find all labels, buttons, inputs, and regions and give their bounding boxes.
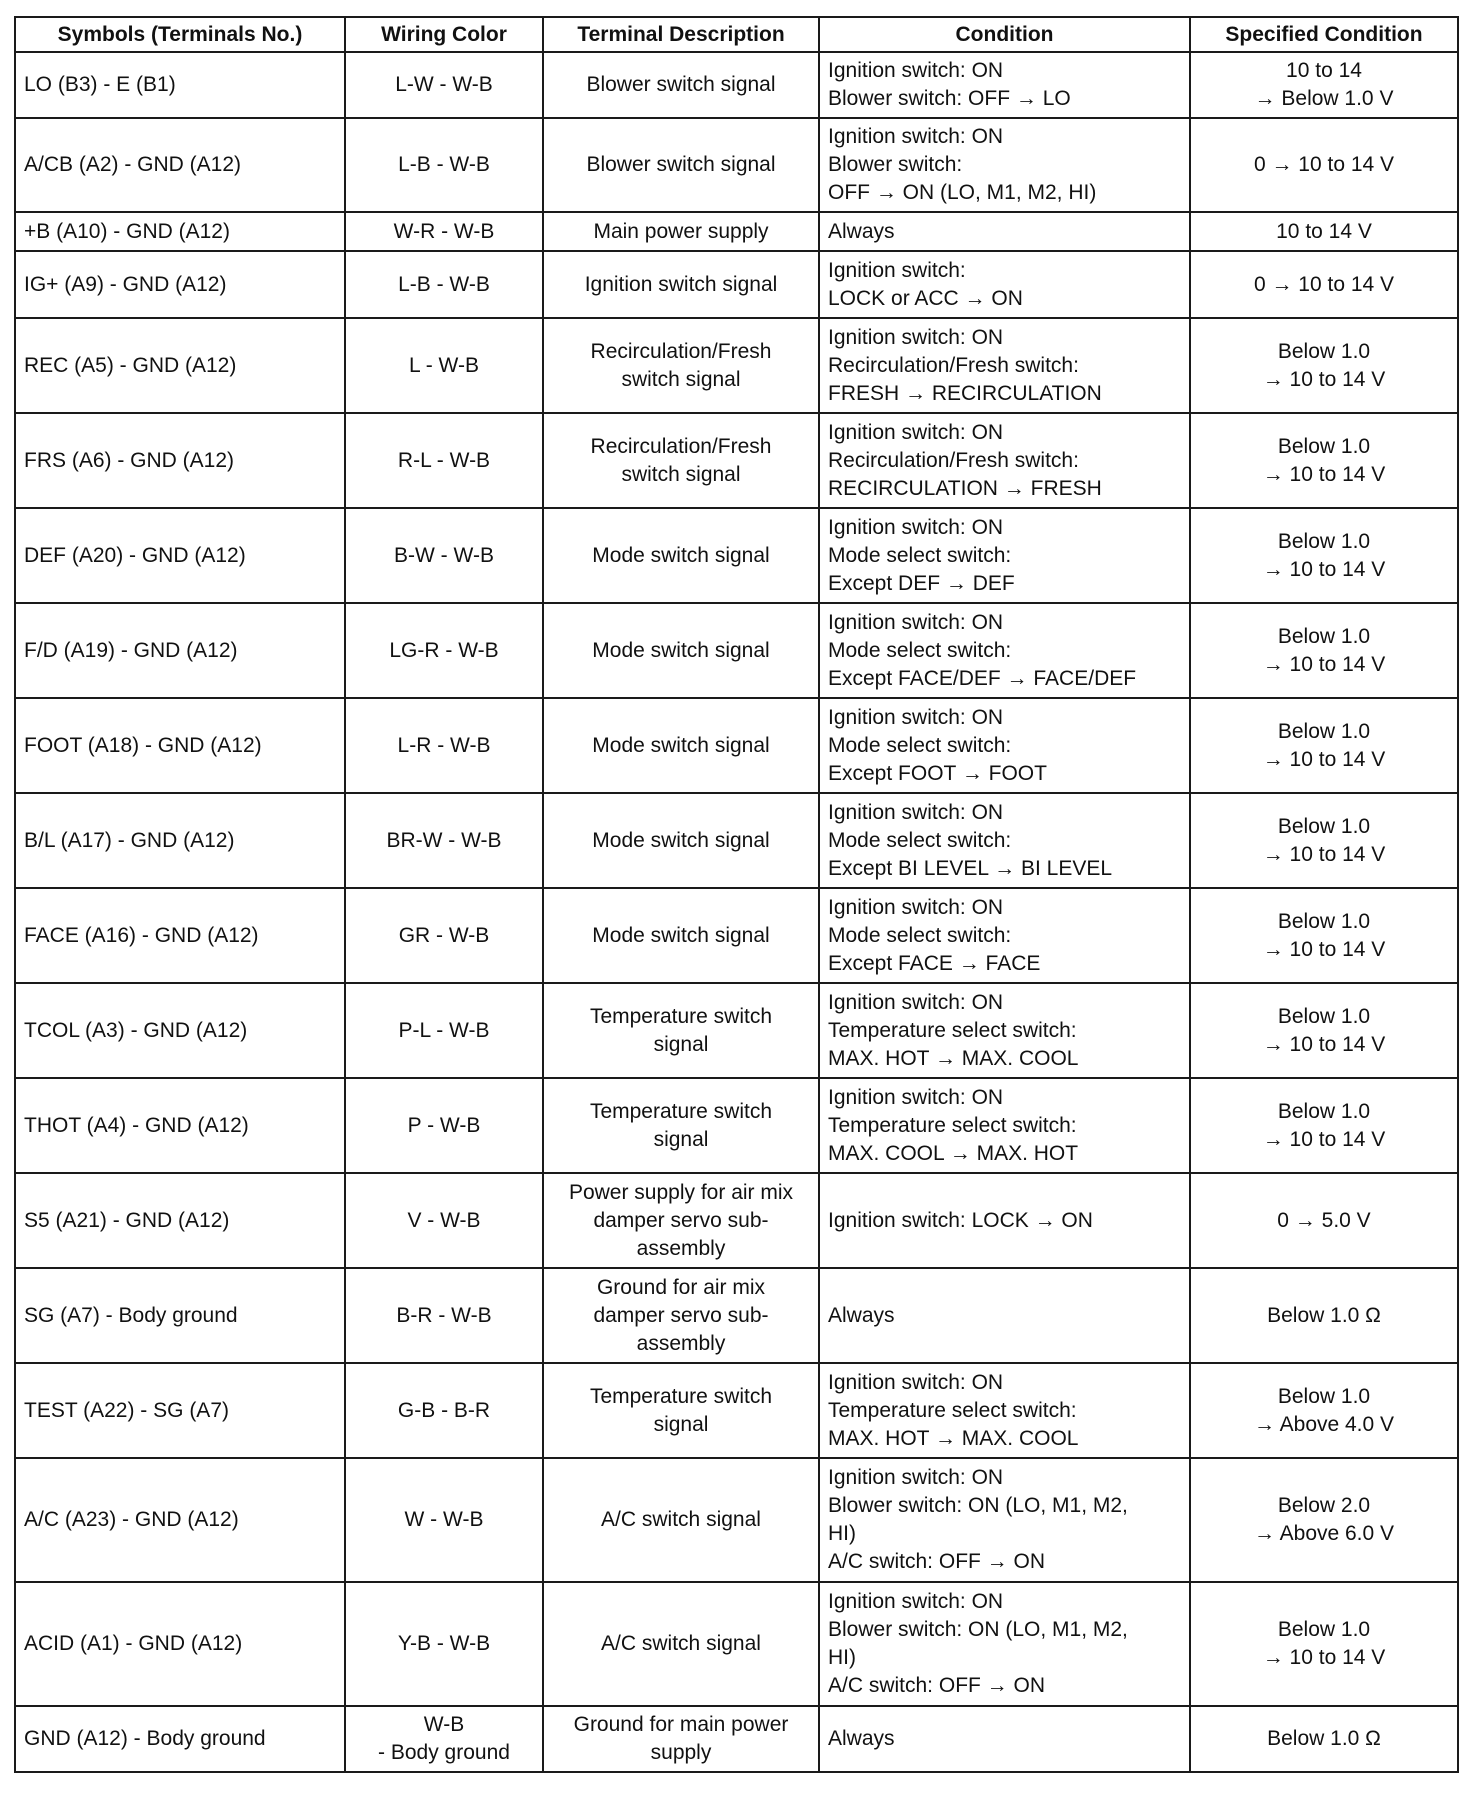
cell-specified: Below 1.0 → 10 to 14 V — [1190, 698, 1458, 793]
table-row — [15, 508, 1458, 603]
cell-symbol: IG+ (A9) - GND (A12) — [15, 251, 345, 318]
terminal-spec-table — [14, 16, 1459, 1773]
cell-specified: Below 1.0 → 10 to 14 V — [1190, 603, 1458, 698]
cell-condition: Ignition switch: ON Blower switch: OFF → ON (LO, M1, M2, HI) — [819, 118, 1190, 212]
cell-description: Temperature switch signal — [543, 983, 819, 1078]
cell-symbol: F/D (A19) - GND (A12) — [15, 603, 345, 698]
table-row — [15, 1582, 1458, 1706]
cell-symbol: A/C (A23) - GND (A12) — [15, 1458, 345, 1582]
cell-specified: Below 1.0 → 10 to 14 V — [1190, 318, 1458, 413]
cell-symbol: S5 (A21) - GND (A12) — [15, 1173, 345, 1268]
cell-specified: Below 1.0 → 10 to 14 V — [1190, 413, 1458, 508]
table-row — [15, 603, 1458, 698]
cell-wiring-color: R-L - W-B — [345, 413, 543, 508]
table-row — [15, 888, 1458, 983]
cell-specified: Below 1.0 Ω — [1190, 1268, 1458, 1363]
cell-symbol: +B (A10) - GND (A12) — [15, 212, 345, 251]
cell-wiring-color: L-R - W-B — [345, 698, 543, 793]
cell-wiring-color: B-W - W-B — [345, 508, 543, 603]
cell-condition: Ignition switch: ON Mode select switch: Except FACE → FACE — [819, 888, 1190, 983]
cell-symbol: FOOT (A18) - GND (A12) — [15, 698, 345, 793]
table-row — [15, 983, 1458, 1078]
cell-symbol: A/CB (A2) - GND (A12) — [15, 118, 345, 212]
cell-description: Recirculation/Fresh switch signal — [543, 413, 819, 508]
header-symbols: Symbols (Terminals No.) — [15, 17, 345, 52]
cell-wiring-color: B-R - W-B — [345, 1268, 543, 1363]
table-row — [15, 318, 1458, 413]
cell-condition: Always — [819, 1268, 1190, 1363]
cell-condition: Ignition switch: LOCK or ACC → ON — [819, 251, 1190, 318]
cell-condition: Ignition switch: ON Temperature select switch: MAX. COOL → MAX. HOT — [819, 1078, 1190, 1173]
table-row — [15, 413, 1458, 508]
cell-description: Temperature switch signal — [543, 1363, 819, 1458]
cell-wiring-color: L-B - W-B — [345, 118, 543, 212]
cell-specified: Below 1.0 → 10 to 14 V — [1190, 508, 1458, 603]
cell-specified: 10 to 14 → Below 1.0 V — [1190, 52, 1458, 118]
cell-description: A/C switch signal — [543, 1458, 819, 1582]
cell-condition: Ignition switch: ON Blower switch: ON (LO, M1, M2, HI) A/C switch: OFF → ON — [819, 1582, 1190, 1706]
cell-specified: Below 1.0 → 10 to 14 V — [1190, 1582, 1458, 1706]
table-row — [15, 1078, 1458, 1173]
cell-specified: 0 → 10 to 14 V — [1190, 118, 1458, 212]
cell-symbol: THOT (A4) - GND (A12) — [15, 1078, 345, 1173]
cell-description: Blower switch signal — [543, 52, 819, 118]
cell-description: Recirculation/Fresh switch signal — [543, 318, 819, 413]
cell-specified: 0 → 10 to 14 V — [1190, 251, 1458, 318]
cell-description: Ground for main power supply — [543, 1706, 819, 1772]
cell-condition: Ignition switch: ON Blower switch: ON (LO, M1, M2, HI) A/C switch: OFF → ON — [819, 1458, 1190, 1582]
cell-wiring-color: W-B - Body ground — [345, 1706, 543, 1772]
table-row — [15, 118, 1458, 212]
cell-wiring-color: W-R - W-B — [345, 212, 543, 251]
table-row — [15, 793, 1458, 888]
cell-condition: Always — [819, 1706, 1190, 1772]
cell-specified: 10 to 14 V — [1190, 212, 1458, 251]
cell-description: Ground for air mix damper servo sub- assembly — [543, 1268, 819, 1363]
cell-condition: Ignition switch: ON Mode select switch: Except BI LEVEL → BI LEVEL — [819, 793, 1190, 888]
cell-symbol: FRS (A6) - GND (A12) — [15, 413, 345, 508]
cell-wiring-color: LG-R - W-B — [345, 603, 543, 698]
cell-symbol: B/L (A17) - GND (A12) — [15, 793, 345, 888]
cell-wiring-color: V - W-B — [345, 1173, 543, 1268]
table-row — [15, 52, 1458, 118]
cell-condition: Ignition switch: ON Recirculation/Fresh switch: FRESH → RECIRCULATION — [819, 318, 1190, 413]
cell-symbol: GND (A12) - Body ground — [15, 1706, 345, 1772]
cell-wiring-color: L-B - W-B — [345, 251, 543, 318]
cell-symbol: REC (A5) - GND (A12) — [15, 318, 345, 413]
cell-specified: Below 1.0 → 10 to 14 V — [1190, 1078, 1458, 1173]
cell-symbol: ACID (A1) - GND (A12) — [15, 1582, 345, 1706]
cell-specified: Below 1.0 → 10 to 14 V — [1190, 793, 1458, 888]
cell-wiring-color: L-W - W-B — [345, 52, 543, 118]
table-row — [15, 212, 1458, 251]
cell-description: Temperature switch signal — [543, 1078, 819, 1173]
cell-specified: Below 2.0 → Above 6.0 V — [1190, 1458, 1458, 1582]
cell-symbol: SG (A7) - Body ground — [15, 1268, 345, 1363]
cell-description: Mode switch signal — [543, 508, 819, 603]
header-row — [15, 17, 1458, 52]
cell-symbol: FACE (A16) - GND (A12) — [15, 888, 345, 983]
cell-condition: Ignition switch: LOCK → ON — [819, 1173, 1190, 1268]
table-row — [15, 251, 1458, 318]
cell-description: Power supply for air mix damper servo sub- assembly — [543, 1173, 819, 1268]
table-row — [15, 698, 1458, 793]
cell-description: Mode switch signal — [543, 603, 819, 698]
cell-wiring-color: Y-B - W-B — [345, 1582, 543, 1706]
cell-description: Mode switch signal — [543, 793, 819, 888]
cell-wiring-color: P-L - W-B — [345, 983, 543, 1078]
cell-condition: Ignition switch: ON Recirculation/Fresh switch: RECIRCULATION → FRESH — [819, 413, 1190, 508]
cell-wiring-color: W - W-B — [345, 1458, 543, 1582]
cell-specified: 0 → 5.0 V — [1190, 1173, 1458, 1268]
table-row — [15, 1363, 1458, 1458]
cell-specified: Below 1.0 Ω — [1190, 1706, 1458, 1772]
cell-wiring-color: GR - W-B — [345, 888, 543, 983]
cell-description: Mode switch signal — [543, 888, 819, 983]
header-terminal-description: Terminal Description — [543, 17, 819, 52]
cell-wiring-color: G-B - B-R — [345, 1363, 543, 1458]
table-row — [15, 1173, 1458, 1268]
cell-specified: Below 1.0 → 10 to 14 V — [1190, 888, 1458, 983]
cell-condition: Ignition switch: ON Blower switch: OFF → LO — [819, 52, 1190, 118]
cell-specified: Below 1.0 → Above 4.0 V — [1190, 1363, 1458, 1458]
header-condition: Condition — [819, 17, 1190, 52]
cell-condition: Ignition switch: ON Mode select switch: Except FOOT → FOOT — [819, 698, 1190, 793]
cell-wiring-color: L - W-B — [345, 318, 543, 413]
cell-wiring-color: BR-W - W-B — [345, 793, 543, 888]
cell-symbol: TEST (A22) - SG (A7) — [15, 1363, 345, 1458]
cell-condition: Ignition switch: ON Mode select switch: Except DEF → DEF — [819, 508, 1190, 603]
cell-symbol: TCOL (A3) - GND (A12) — [15, 983, 345, 1078]
cell-wiring-color: P - W-B — [345, 1078, 543, 1173]
cell-symbol: LO (B3) - E (B1) — [15, 52, 345, 118]
cell-description: A/C switch signal — [543, 1582, 819, 1706]
cell-description: Blower switch signal — [543, 118, 819, 212]
cell-description: Main power supply — [543, 212, 819, 251]
cell-description: Ignition switch signal — [543, 251, 819, 318]
table-row — [15, 1268, 1458, 1363]
cell-specified: Below 1.0 → 10 to 14 V — [1190, 983, 1458, 1078]
header-wiring-color: Wiring Color — [345, 17, 543, 52]
table-row — [15, 1458, 1458, 1582]
cell-condition: Ignition switch: ON Temperature select switch: MAX. HOT → MAX. COOL — [819, 983, 1190, 1078]
cell-condition: Ignition switch: ON Temperature select switch: MAX. HOT → MAX. COOL — [819, 1363, 1190, 1458]
cell-symbol: DEF (A20) - GND (A12) — [15, 508, 345, 603]
cell-condition: Always — [819, 212, 1190, 251]
cell-description: Mode switch signal — [543, 698, 819, 793]
header-specified-condition: Specified Condition — [1190, 17, 1458, 52]
cell-condition: Ignition switch: ON Mode select switch: Except FACE/DEF → FACE/DEF — [819, 603, 1190, 698]
table-row — [15, 1706, 1458, 1772]
terminal-spec-table-container — [14, 16, 1457, 1773]
